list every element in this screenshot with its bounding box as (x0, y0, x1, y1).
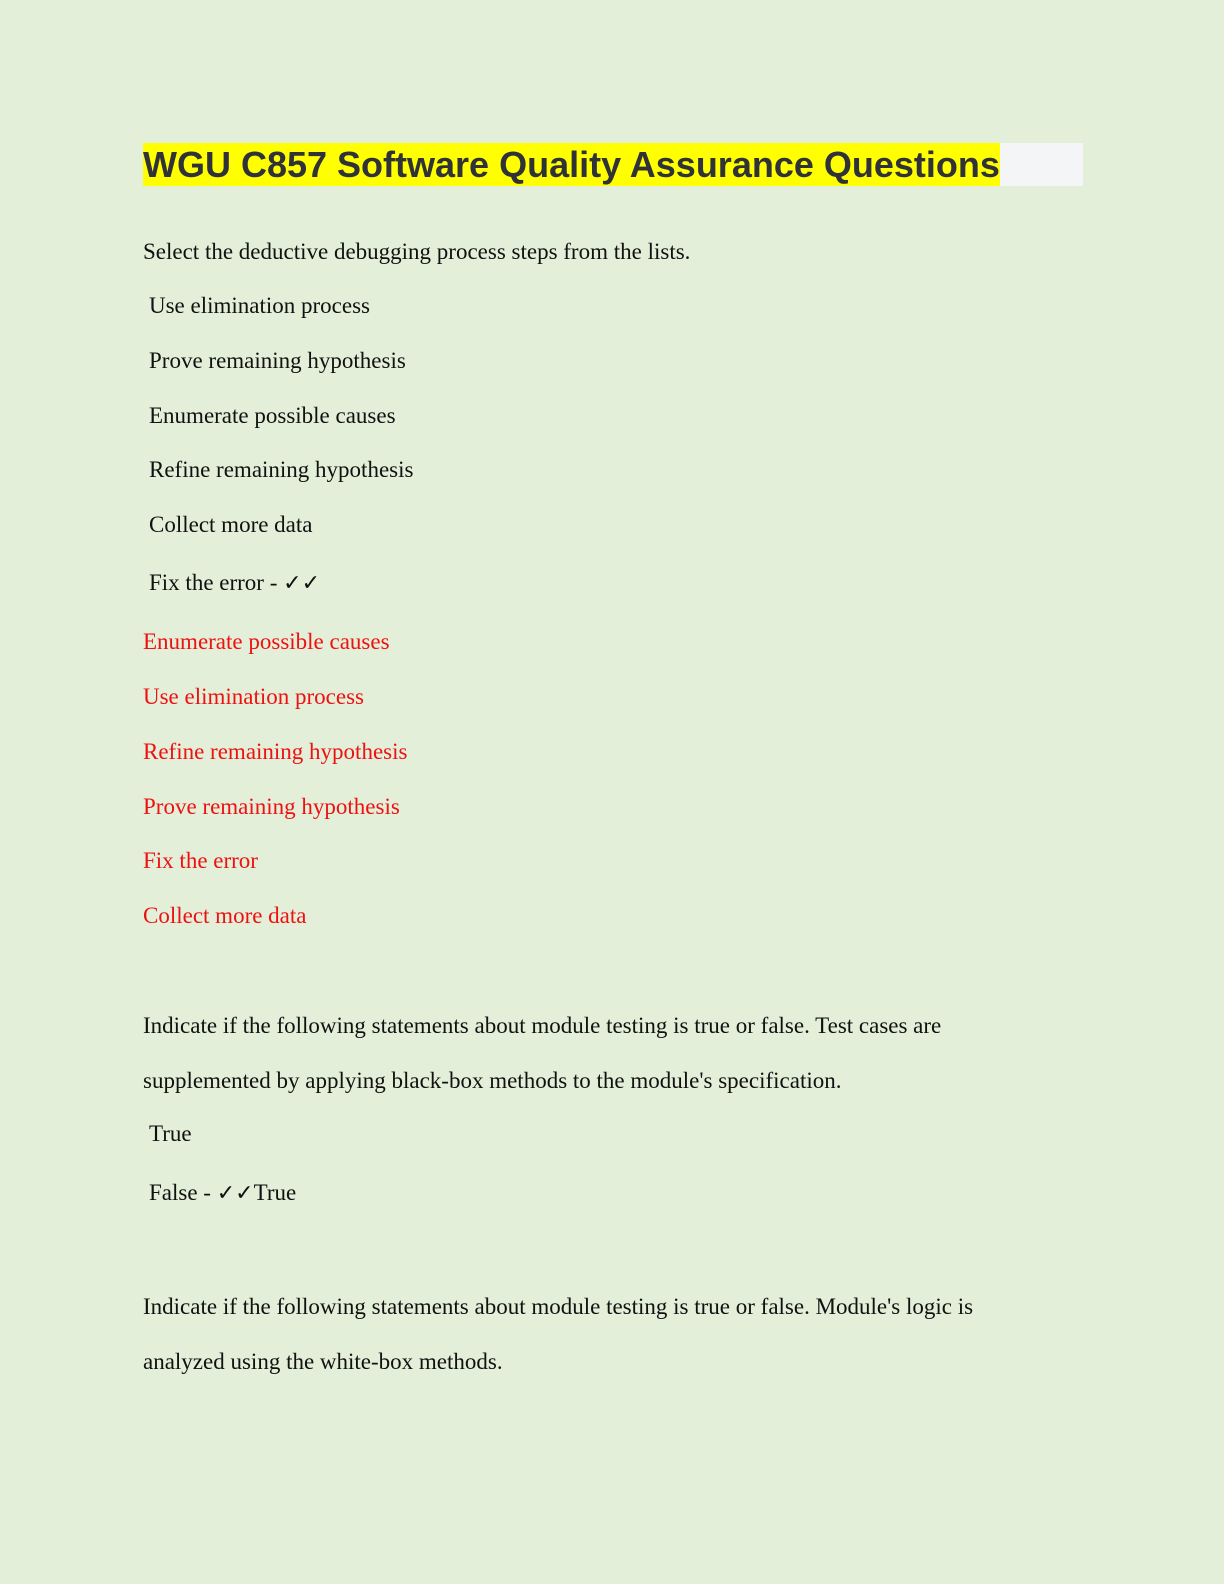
q1-option: Use elimination process (149, 293, 371, 318)
q3-prompt-line1: Indicate if the following statements about module testing is true or false. Module's logic is (143, 1294, 974, 1319)
q1-prompt: Select the deductive debugging process steps from the lists. (143, 239, 691, 264)
q1-option: Refine remaining hypothesis (149, 457, 414, 482)
q1-option: Collect more data (149, 512, 313, 537)
q1-answer: Fix the error (143, 848, 258, 873)
q1-option-label: Fix the error - (149, 570, 284, 595)
q1-option: Enumerate possible causes (149, 403, 396, 428)
q1-answer: Collect more data (143, 903, 307, 928)
checkmark-icon: ✓✓ (283, 571, 321, 596)
q1-answer: Prove remaining hypothesis (143, 794, 400, 819)
q2-prompt-line1: Indicate if the following statements about module testing is true or false. Test cases are (143, 1013, 942, 1038)
q2-prompt-line2: supplemented by applying black-box methods to the module's specification. (143, 1068, 842, 1093)
q1-answer: Enumerate possible causes (143, 629, 390, 654)
q2-option-true: True (149, 1121, 192, 1146)
title-highlight: WGU C857 Software Quality Assurance Questions (143, 144, 1000, 185)
document-title (143, 143, 1000, 186)
q1-option-fix-error (149, 569, 320, 598)
q1-option: Prove remaining hypothesis (149, 348, 406, 373)
q1-answer: Use elimination process (143, 684, 365, 709)
q2-answer: True (253, 1180, 297, 1205)
q1-answer: Refine remaining hypothesis (143, 739, 408, 764)
q2-option-label: False - (149, 1180, 217, 1205)
q2-option-false (149, 1179, 296, 1208)
checkmark-icon: ✓✓ (216, 1181, 254, 1206)
q3-prompt-line2: analyzed using the white-box methods. (143, 1349, 503, 1374)
